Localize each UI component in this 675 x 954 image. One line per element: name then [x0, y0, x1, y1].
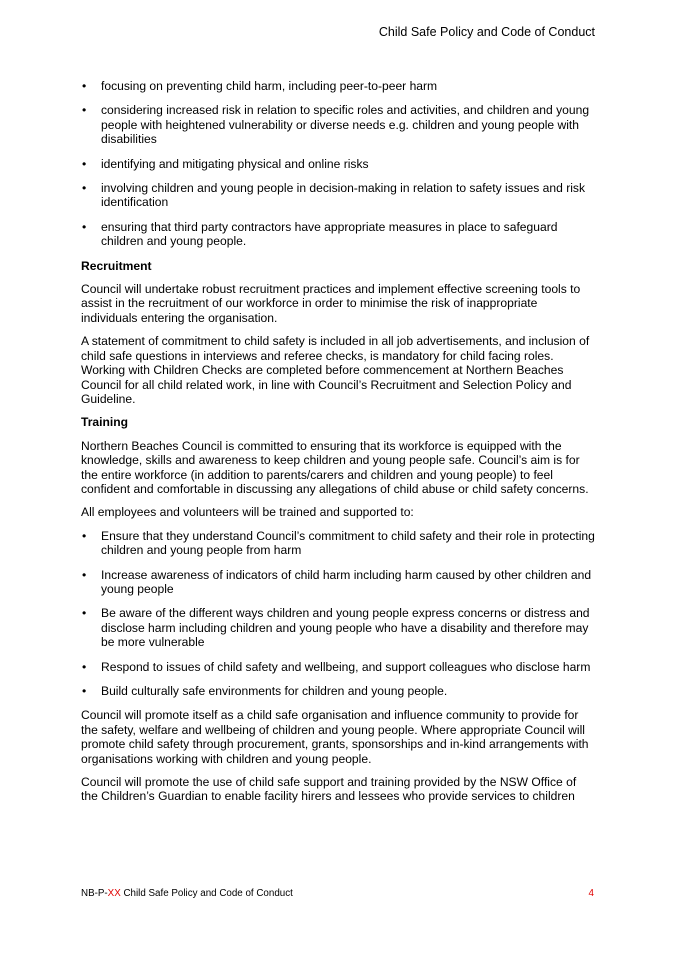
bullet-icon: • [82, 528, 87, 543]
bullet-icon: • [82, 103, 87, 118]
list-item: • Build culturally safe environments for children and young people. [82, 684, 448, 698]
training-intro: Northern Beaches Council is committed to ensuring that its workforce is equipped with the knowledge, skills and awareness to keep children and young people safe. Council’s aim is for the entire workforce (in addition to parents/carers and children and young people) to feel confident and comfortable in discussing any allegations of child abuse or child safety concerns. [81, 438, 589, 496]
list-item: • identifying and mitigating physical and online risks [82, 156, 369, 171]
bullet-icon: • [82, 156, 87, 171]
list-item: • involving children and young people in decision-making in relation to safety issues and risk identification [82, 181, 586, 210]
bullet-icon: • [82, 606, 87, 621]
risk-bullet-list [81, 79, 596, 249]
recruitment-heading: Recruitment [81, 258, 152, 273]
list-item: • Increase awareness of indicators of child harm including harm caused by other children and young people [82, 567, 592, 596]
running-header: Child Safe Policy and Code of Conduct [378, 25, 595, 39]
bullet-icon: • [82, 79, 87, 93]
bullet-icon: • [82, 219, 87, 234]
list-item: • ensuring that third party contractors have appropriate measures in place to safeguard children and young people. [82, 219, 558, 249]
footer-placeholder-code: XX [107, 888, 121, 899]
training-heading: Training [81, 415, 129, 430]
page-footer [81, 888, 594, 899]
list-item: • focusing on preventing child harm, including peer-to-peer harm [82, 79, 438, 93]
closing-paragraph: Council will promote the use of child safe support and training provided by the NSW Office of the Children’s Guardian to enable facility hirers and lessees who provide services to children [81, 775, 577, 804]
closing-paragraph: Council will promote itself as a child safe organisation and influence community to provide for the safety, welfare and wellbeing of children and young people. Where appropriate Council will promote child safety through procurement, grants, sponsorships and in-kind arrangements with organisations working with children and young people. [81, 708, 589, 766]
document-body [81, 79, 596, 813]
list-item: • considering increased risk in relation to specific roles and activities, and children and young people with heightened vulnerability or diverse needs e.g. children and young people with disabilities [82, 103, 590, 147]
recruitment-paragraph: A statement of commitment to child safety is included in all job advertisements, and inclusion of child safe questions in interviews and referee checks, is mandatory for child facing roles. Working with Children Checks are completed before commencement at Northern Beaches Council for all child related work, in line with Council’s Recruitment and Selection Policy and Guideline. [81, 334, 590, 406]
page-number: 4 [588, 888, 594, 899]
recruitment-paragraph: Council will undertake robust recruitment practices and implement effective screening tools to assist in the recruitment of our workforce in order to minimise the risk of inappropriate individuals entering the organisation. [81, 282, 581, 325]
footer-doc-code: NB-P- [81, 888, 108, 899]
bullet-icon: • [82, 659, 87, 674]
list-item: • Be aware of the different ways children and young people express concerns or distress and disclose harm including children and young people who have a disability and therefore may be more vulnerable [82, 606, 590, 650]
training-lead: All employees and volunteers will be trained and supported to: [81, 505, 414, 520]
list-item: • Ensure that they understand Council’s commitment to child safety and their role in protecting children and young people from harm [82, 528, 595, 558]
footer-doc-title: Child Safe Policy and Code of Conduct [120, 888, 293, 899]
bullet-icon: • [82, 181, 87, 196]
bullet-icon: • [82, 684, 87, 698]
training-bullet-list [81, 529, 596, 699]
bullet-icon: • [82, 567, 87, 582]
list-item: • Respond to issues of child safety and wellbeing, and support colleagues who disclose harm [82, 659, 591, 674]
